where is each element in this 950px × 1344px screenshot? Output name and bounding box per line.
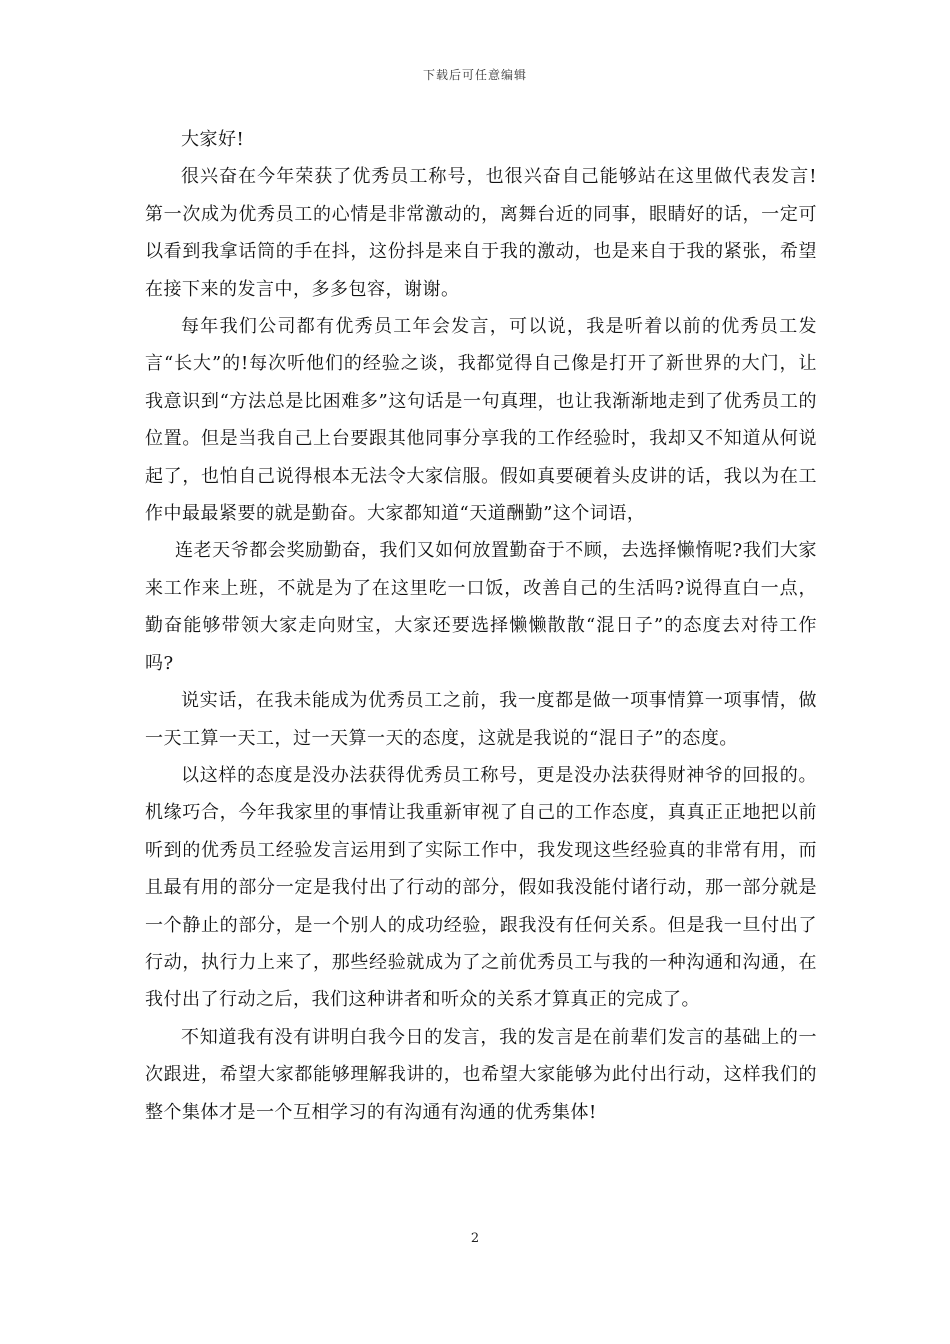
paragraph-greeting: 大家好! xyxy=(181,129,245,150)
paragraph-action: 以这样的态度是没办法获得优秀员工称号，更是没办法获得财神爷的回报的。机缘巧合，今年我家里的事情让我重新审视了自己的工作态度，真真正正地把以前听到的优秀员工经验发言运用到了实际工作中，我发现这些经验真的非常有用，而且最有用的部分一定是我付出了行动的部分，假如我没能付诸行动，那一部分就是一个静止的部分，是一个别人的成功经验，跟我没有任何关系。但是我一旦付出了行动，执行力上来了，那些经验就成为了之前优秀员工与我的一种沟通和沟通，在我付出了行动之后，我们这种讲者和听众的关系才算真正的完成了。 xyxy=(145,764,817,1011)
paragraph-honesty: 说实话，在我未能成为优秀员工之前，我一度都是做一项事情算一项事情，做一天工算一天工，过一天算一天的态度，这就是我说的“混日子”的态度。 xyxy=(145,690,817,749)
paragraph-intro: 很兴奋在今年荣获了优秀员工称号，也很兴奋自己能够站在这里做代表发言!第一次成为优秀员工的心情是非常激动的，离舞台近的同事，眼睛好的话，一定可以看到我拿话筒的手在抖，这份抖是来自于我的激动，也是来自于我的紧张，希望在接下来的发言中，多多包容，谢谢。 xyxy=(145,166,817,300)
paragraph-closing: 不知道我有没有讲明白我今日的发言，我的发言是在前辈们发言的基础上的一次跟进，希望大家都能够理解我讲的，也希望大家能够为此付出行动，这样我们的整个集体才是一个互相学习的有沟通有沟通的优秀集体! xyxy=(145,1026,817,1123)
header-note: 下载后可任意编辑 xyxy=(422,68,527,82)
paragraph-diligence: 每年我们公司都有优秀员工年会发言，可以说，我是听着以前的优秀员工发言“长大”的!每次听他们的经验之谈，我都觉得自己像是打开了新世界的大门，让我意识到“方法总是比困难多”这句话是一句真理，也让我渐渐地走到了优秀员工的位置。但是当我自己上台要跟其他同事分享我的工作经验时，我却又不知道从何说起了，也怕自己说得根本无法令大家信服。假如真要硬着头皮讲的话，我以为在工作中最最紧要的就是勤奋。大家都知道“天道酬勤”这个词语， xyxy=(145,316,817,525)
document-body xyxy=(145,121,817,1131)
page-number: 2 xyxy=(470,1231,480,1246)
paragraph-reward: 连老天爷都会奖励勤奋，我们又如何放置勤奋于不顾，去选择懒惰呢?我们大家来工作来上班，不就是为了在这里吃一口饭，改善自己的生活吗?说得直白一点，勤奋能够带领大家走向财宝，大家还要选择懒懒散散“混日子”的态度去对待工作吗? xyxy=(145,540,817,674)
